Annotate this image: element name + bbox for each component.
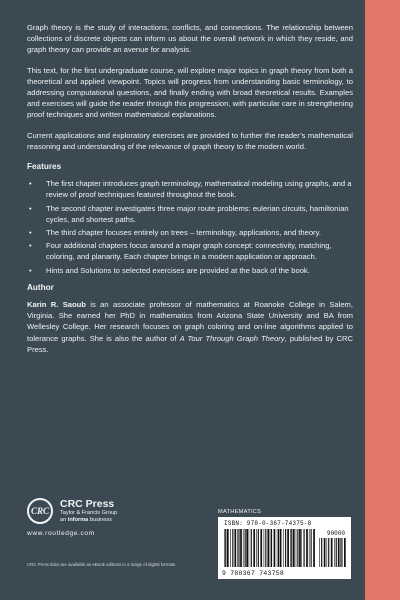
barcode <box>218 517 351 579</box>
feature-text: The third chapter focuses entirely on trees – terminology, applications, and theory. <box>46 228 321 238</box>
intro-paragraph: Current applications and exploratory exercises are provided to further the reader’s mathematical reasoning and understanding of the relevance of graph theory to the modern world. <box>27 130 353 151</box>
author-bio-text-end: , published by CRC Press. <box>27 333 353 354</box>
author-heading: Author <box>27 282 54 292</box>
bullet-icon: • <box>29 179 32 189</box>
author-bio <box>27 299 353 355</box>
publisher-name: CRC Press <box>60 498 115 510</box>
price-code: 90000 <box>326 530 345 537</box>
author-name: Karin R. Saoub <box>27 300 86 310</box>
barcode-bars-icon <box>224 529 316 567</box>
crc-logo-icon: CRC <box>27 498 53 524</box>
bullet-icon: • <box>29 228 32 238</box>
barcode-digits: 9 780367 743758 <box>222 570 285 577</box>
publisher-business: an informa business <box>60 517 112 523</box>
accent-strip <box>365 0 400 600</box>
author-bio-text: is an associate professor of mathematics at Roanoke College in Salem, Virginia. She earned her PhD in mathematics from Arizona State University and BA from Wellesley College. Her research focuses on graph coloring and on-line algorithms applied to tolerance graphs. She is also the author of <box>27 300 353 343</box>
feature-text: The first chapter introduces graph terminology, mathematical modeling using graphs, and a review of proof techniques featured throughout the book. <box>46 179 352 200</box>
informa-brand: informa <box>67 517 89 523</box>
feature-text: Hints and Solutions to selected exercises are provided at the back of the book. <box>46 265 310 275</box>
feature-item <box>27 265 353 276</box>
subject-label: MATHEMATICS <box>218 509 262 515</box>
features-heading: Features <box>27 162 62 172</box>
other-book-title: A Tour Through Graph Theory <box>179 333 285 343</box>
feature-item <box>27 227 353 238</box>
publisher-group: Taylor & Francis Group <box>60 510 118 516</box>
feature-item <box>27 178 353 200</box>
feature-text: Four additional chapters focus around a major graph concept: connectivity, matching, coloring, and planarity. Each chapter brings in a modern application or approach. <box>46 241 332 262</box>
feature-item <box>27 203 353 225</box>
feature-text: The second chapter investigates three major route problems: eulerian circuits, hamiltonian cycles, and shortest paths. <box>46 203 349 224</box>
isbn-text: ISBN: 978-0-367-74375-8 <box>224 520 312 527</box>
bullet-icon: • <box>29 203 32 213</box>
back-cover-text <box>27 22 353 364</box>
ebook-note: CRC Press titles are available as eBook editions in a range of digital formats <box>27 562 176 567</box>
barcode-addon-bars-icon <box>319 538 346 567</box>
intro-paragraph: This text, for the first undergraduate course, will explore major topics in graph theory from both a theoretical and applied viewpoint. Topics will progress from understanding basic terminology, to addressing computational questions, and finally ending with broad theoretical results. Examples and exercises will guide the reader through this progression, with particular care in strengthening proof techniques and written mathematical explanations. <box>27 65 353 120</box>
features-list <box>27 178 353 276</box>
feature-item <box>27 240 353 262</box>
intro-paragraph: Graph theory is the study of interactions, conflicts, and connections. The relationship between collections of discrete objects can inform us about the overall network in which they reside, and graph theory can provide an avenue for analysis. <box>27 23 353 55</box>
publisher-website[interactable]: www.routledge.com <box>27 530 95 537</box>
bullet-icon: • <box>29 265 32 275</box>
publisher-block <box>27 498 207 537</box>
publisher-logo <box>27 498 207 524</box>
bullet-icon: • <box>29 241 32 251</box>
